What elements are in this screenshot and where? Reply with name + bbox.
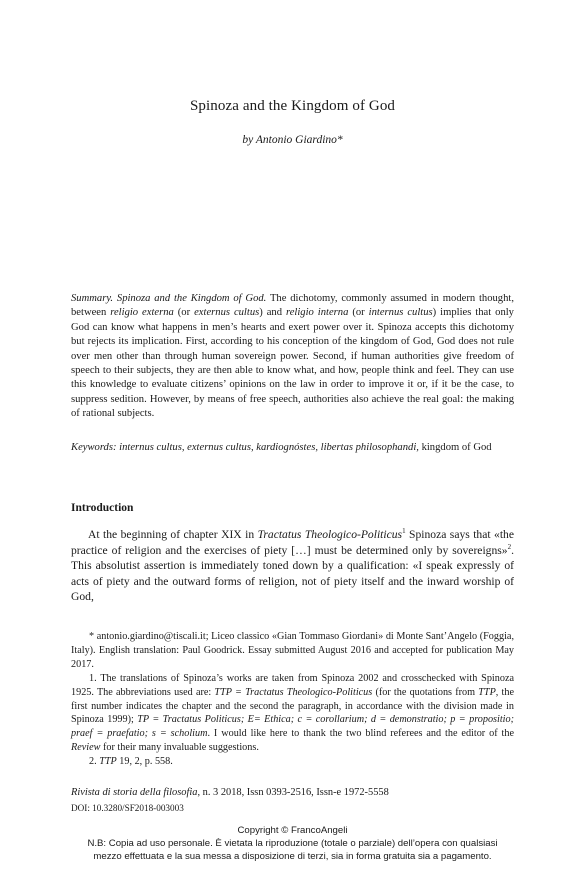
summary-text: (or bbox=[173, 307, 195, 319]
summary-text: The dichotomy, commonly assumed in modern thought, between bbox=[71, 293, 514, 319]
journal-details: , n. 3 2018, Issn 0393-2516, Issn-e 1972-5558 bbox=[197, 787, 389, 798]
footnote-2: 2. TTP 19, 2, p. 558. bbox=[89, 756, 173, 768]
doi: DOI: 10.3280/SF2018-003003 bbox=[71, 803, 184, 813]
footnote-author: * antonio.giardino@tiscali.it; Liceo classico «Gian Tommaso Giordani» di Monte Sant’Angelo (Foggia, Italy). English translation: Paul Goodrick. Essay submitted August 2016 and accepted for publication May 2017. bbox=[71, 631, 514, 670]
copyright-line: Copyright © FrancoAngeli bbox=[237, 825, 348, 836]
keywords-terms: internus cultus, externus cultus, kardiognóstes, libertas philosophandi, bbox=[116, 442, 419, 453]
summary-term: religio interna bbox=[285, 307, 349, 319]
footnotes bbox=[71, 630, 514, 769]
footnote-ref-1[interactable]: 1 bbox=[402, 527, 406, 536]
work-title: Tractatus Theologico-Politicus bbox=[257, 528, 403, 541]
footnote-1: 1. The translations of Spinoza’s works are taken from Spinoza 2002 and crosschecked with Spinoza 1925. The abbreviations used are: TTP = Tractatus Theologico-Politicus (for the quotations from TTP, the first number indicates the chapter and the second the paragraph, in accordance with the division made in Spinoza 1999); TP = Tractatus Politicus; E= Ethica; c = corollarium; d = demonstratio; p = propositio; praef = praefatio; s = scholium. I would like here to thank the two blind referees and the editor of the Review for their many invaluable suggestions. bbox=[71, 672, 514, 754]
journal-citation bbox=[71, 787, 389, 798]
summary-term: religio externa bbox=[110, 307, 174, 319]
summary-text: ) implies that only God can know what happens in men’s hearts and exert power over it. Spinoza accepts this dichotomy but rejects its implication. First, according to his conception of the kingdom of God, God does not rule over men other than through human sovereign power. Second, if human authorities give freedom of speech to their subjects, they are then able to know what, and how, people think and feel. They can use this knowledge to evaluate citizens’ opinions on the law in order to improve it or, if it be the case, to suppress sedition. However, by means of free speech, authorities also achieve the real goal: the making of rational subjects. bbox=[71, 307, 514, 420]
keywords-tail: kingdom of God bbox=[418, 442, 492, 453]
summary-text: (or bbox=[348, 307, 369, 319]
body-text: At the beginning of chapter XIX in bbox=[88, 528, 258, 541]
footnote-ref-2[interactable]: 2 bbox=[507, 542, 512, 551]
body-text: . This absolutist assertion is immediately toned down by a qualification: «I speak expressly of acts of piety and the outward forms of religion, not of piety itself and the inward worship of God, bbox=[71, 543, 514, 604]
introduction-paragraph bbox=[71, 527, 514, 605]
body-text: Spinoza says that «the practice of religion and the exercises of piety […] must be determined only by sovereigns» bbox=[71, 528, 514, 557]
keywords bbox=[71, 441, 514, 455]
summary-term: internus cultus bbox=[368, 307, 433, 319]
usage-notice bbox=[0, 837, 585, 863]
usage-notice-line-2: mezzo effettuata e la sua messa a disposizione di terzi, sia in forma gratuita sia a pagamento. bbox=[93, 851, 492, 862]
article-title: Spinoza and the Kingdom of God bbox=[189, 98, 396, 114]
summary-term: externus cultus bbox=[194, 307, 260, 319]
summary-text: ) and bbox=[259, 307, 286, 319]
section-heading-introduction: Introduction bbox=[71, 502, 134, 514]
journal-name: Rivista di storia della filosofia bbox=[71, 787, 198, 798]
summary-abstract bbox=[71, 292, 514, 422]
usage-notice-line-1: N.B: Copia ad uso personale. È vietata la riproduzione (totale o parziale) dell’opera con qualsiasi bbox=[87, 838, 498, 849]
author-byline: by Antonio Giardino* bbox=[242, 134, 343, 146]
keywords-label: Keywords: bbox=[71, 442, 117, 453]
summary-label: Summary. Spinoza and the Kingdom of God. bbox=[71, 293, 267, 304]
